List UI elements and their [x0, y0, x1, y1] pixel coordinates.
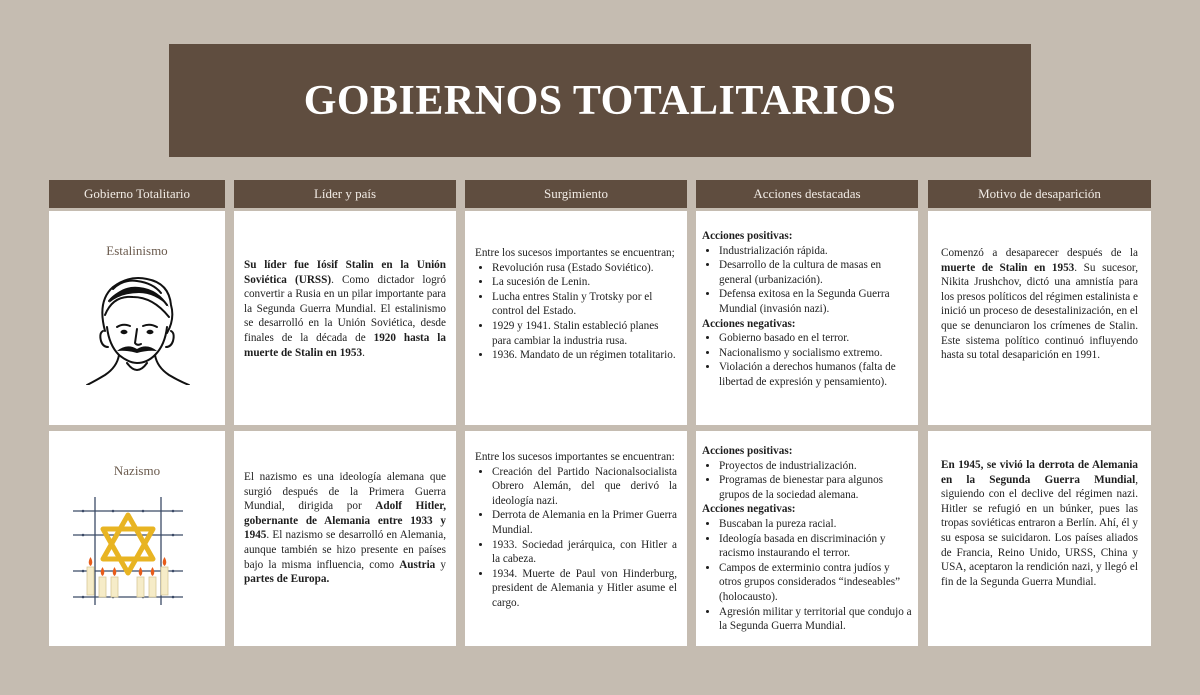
text-segment: 1920 hasta la muerte de Stalin en 1953: [244, 331, 446, 359]
list-item: • 1936. Mandato de un régimen totalitario.: [492, 348, 677, 363]
text-segment: partes de Europa.: [244, 573, 330, 586]
page-title: GOBIERNOS TOTALITARIOS: [303, 77, 897, 124]
text-segment: , siguiendo con el declive del régimen nazi. Hitler se refugió en un búnker, pues las tropas soviéticas entraron a Berlín. Ahí, él y su esposa se suicidaron. Los países aliados de Francia, Reino Unido, URSS, China y USA, aceptaron la rendición nazi, y llegó el fin de la Segunda Guerra Mundial.: [941, 473, 1138, 588]
list-item: • Proyectos de industrialización.: [719, 459, 912, 474]
cell-lider-estalinismo: [234, 211, 456, 425]
cell-motivo-nazismo: [928, 431, 1151, 646]
acciones-negativas-label: Acciones negativas:: [702, 503, 796, 516]
cell-gobierno-estalinismo: [49, 211, 225, 425]
list-item: • 1929 y 1941. Stalin estableció planes para cambiar la industria rusa.: [492, 319, 677, 348]
text-segment: . Como dictador logró convertir a Rusia en un pilar importante para la Segunda Guerra Mundial. El estalinismo se desarrolló en la Unión Soviética, desde finales de la década de: [244, 273, 446, 344]
text-segment: .: [362, 346, 365, 359]
list-item: • Violación a derechos humanos (falta de libertad de expresión y pensamiento).: [719, 360, 912, 389]
gobierno-name: Nazismo: [113, 463, 161, 478]
list-item: • Defensa exitosa en la Segunda Guerra Mundial (invasión nazi).: [719, 287, 912, 316]
surgimiento-intro: Entre los sucesos importantes se encuentran;: [475, 247, 675, 259]
cell-motivo-estalinismo: [928, 211, 1151, 425]
text-segment: . Su sucesor, Nikita Jrushchov, dictó una amnistía para los presos políticos del régimen estalinista e inició un proceso de desestalinización, en el que se denunciaron los crímenes de Stalin. Este sistema político continuó influyendo hasta su total desaparición en 1991.: [941, 261, 1138, 362]
cell-acciones-estalinismo: [696, 211, 918, 425]
lider-text: [244, 258, 446, 360]
list-item: • Ideología basada en discriminación y racismo instaurando el terror.: [719, 532, 912, 561]
list-item: • Revolución rusa (Estado Soviético).: [492, 261, 677, 276]
text-segment: . El nazismo se desarrolló en Alemania, aunque también se hizo presente en países bajo la misma influencia, como: [244, 529, 446, 571]
surgimiento-intro: Entre los sucesos importantes se encuentran:: [475, 451, 675, 463]
cell-gobierno-nazismo: [49, 431, 225, 646]
text-segment: muerte de Stalin en 1953: [941, 261, 1075, 274]
list-item: • Gobierno basado en el terror.: [719, 331, 912, 346]
motivo-text: [941, 246, 1138, 363]
list-item: • Creación del Partido Nacionalsocialista Obrero Alemán, del que derivó la ideología nazi.: [492, 465, 677, 509]
cell-surgimiento-nazismo: [465, 431, 687, 646]
list-item: • Derrota de Alemania en la Primer Guerra Mundial.: [492, 508, 677, 537]
acciones-positivas-list: [702, 244, 912, 317]
text-segment: Adolf Hitler, gobernante de Alemania entre 1933 y 1945: [244, 500, 446, 542]
stalin-portrait-icon: [83, 271, 191, 390]
header-lider: Líder y país: [234, 180, 456, 208]
cell-acciones-nazismo: [696, 431, 918, 646]
text-segment: Austria: [399, 558, 436, 571]
header-gobierno: Gobierno Totalitario: [49, 180, 225, 208]
cell-surgimiento-estalinismo: [465, 211, 687, 425]
acciones-negativas-list: [702, 517, 912, 634]
surgimiento-list: [475, 261, 677, 363]
list-item: • 1933. Sociedad jerárquica, con Hitler a la cabeza.: [492, 538, 677, 567]
header-surgimiento: Surgimiento: [465, 180, 687, 208]
star-of-david-candles-icon: [73, 495, 183, 610]
header-acciones: Acciones destacadas: [696, 180, 918, 208]
list-item: • Nacionalismo y socialismo extremo.: [719, 346, 912, 361]
cell-lider-nazismo: [234, 431, 456, 646]
text-segment: El nazismo es una ideología alemana que surgió después de la Primera Guerra Mundial, dirigida por: [244, 471, 446, 513]
acciones-positivas-label: Acciones positivas:: [702, 230, 793, 242]
list-item: • Agresión militar y territorial que condujo a la Segunda Guerra Mundial.: [719, 605, 912, 634]
list-item: • Industrialización rápida.: [719, 244, 912, 259]
text-segment: En 1945, se vivió la derrota de Alemania en la Segunda Guerra Mundial: [941, 459, 1138, 486]
list-item: • Lucha entres Stalin y Trotsky por el control del Estado.: [492, 290, 677, 319]
acciones-negativas-list: [702, 331, 912, 389]
list-item: • Desarrollo de la cultura de masas en general (urbanización).: [719, 258, 912, 287]
list-item: • La sucesión de Lenin.: [492, 275, 677, 290]
list-item: • Programas de bienestar para algunos grupos de la sociedad alemana.: [719, 473, 912, 502]
text-segment: y: [435, 558, 447, 571]
header-motivo: Motivo de desaparición: [928, 180, 1151, 208]
list-item: • Buscaban la pureza racial.: [719, 517, 912, 532]
motivo-text: [941, 458, 1138, 589]
list-item: • 1934. Muerte de Paul von Hinderburg, president de Alemania y Hitler asume el cargo.: [492, 567, 677, 611]
text-segment: Comenzó a desaparecer después de la: [941, 247, 1138, 259]
list-item: • Campos de exterminio contra judíos y otros grupos considerados “indeseables” (holocausto).: [719, 561, 912, 605]
acciones-negativas-label: Acciones negativas:: [702, 317, 796, 330]
acciones-positivas-label: Acciones positivas:: [702, 445, 793, 457]
lider-text: [244, 470, 446, 587]
title-banner: [169, 44, 1031, 157]
surgimiento-list: [475, 465, 677, 611]
text-segment: Su líder fue Iósif Stalin en la Unión Soviética (URSS): [244, 259, 446, 286]
gobierno-name: Estalinismo: [106, 243, 168, 258]
acciones-positivas-list: [702, 459, 912, 503]
